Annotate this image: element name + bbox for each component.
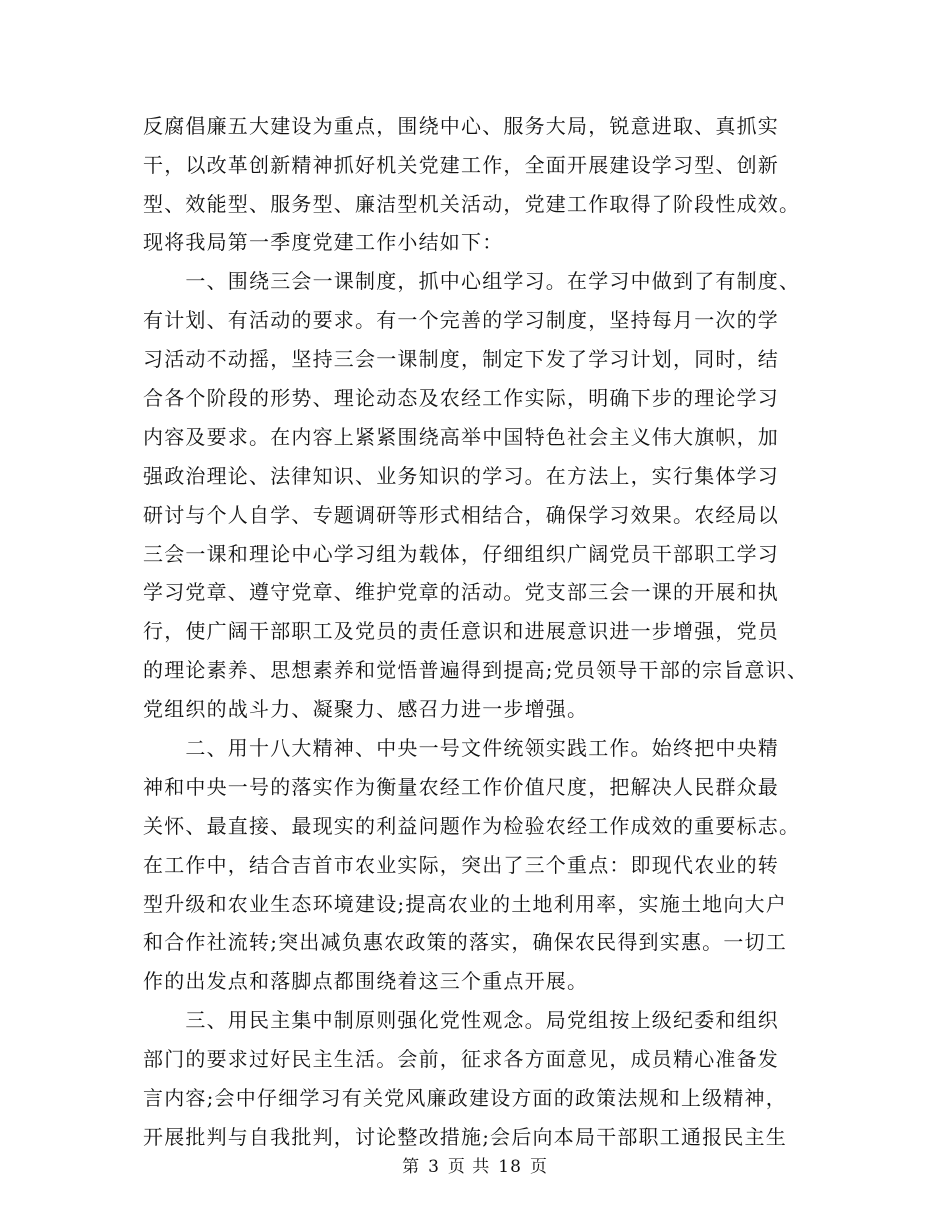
text-line: 党组织的战斗力、凝聚力、感召力进一步增强。 <box>143 697 589 721</box>
footer-total-pages: 18 <box>498 1157 522 1177</box>
text-line: 的理论素养、思想素养和觉悟普遍得到提高;党员领导干部的宗旨意识、 <box>143 658 809 682</box>
text-line: 合各个阶段的形势、理论动态及农经工作实际，明确下步的理论学习 <box>143 386 779 410</box>
text-line: 三、用民主集中制原则强化党性观念。局党组按上级纪委和组织 <box>143 1008 779 1032</box>
text-line: 现将我局第一季度党建工作小结如下： <box>143 230 504 254</box>
text-line: 有计划、有活动的要求。有一个完善的学习制度，坚持每月一次的学 <box>143 308 779 332</box>
footer-middle: 页 共 <box>447 1157 491 1177</box>
text-line: 神和中央一号的落实作为衡量农经工作价值尺度，把解决人民群众最 <box>143 775 779 799</box>
footer-page-number: 3 <box>428 1157 440 1177</box>
text-line: 作的出发点和落脚点都围绕着这三个重点开展。 <box>143 969 589 993</box>
text-line: 三会一课和理论中心学习组为载体，仔细组织广阔党员干部职工学习 <box>143 542 779 566</box>
text-line: 开展批判与自我批判，讨论整改措施;会后向本局干部职工通报民主生 <box>143 1125 787 1149</box>
text-line: 言内容;会中仔细学习有关党风廉政建设方面的政策法规和上级精神， <box>143 1086 787 1110</box>
text-line: 部门的要求过好民主生活。会前，征求各方面意见，成员精心准备发 <box>143 1047 779 1071</box>
footer-suffix: 页 <box>529 1157 548 1177</box>
text-line: 一、围绕三会一课制度，抓中心组学习。在学习中做到了有制度、 <box>143 269 801 293</box>
text-line: 关怀、最直接、最现实的利益问题作为检验农经工作成效的重要标志。 <box>143 814 801 838</box>
footer-prefix: 第 <box>402 1157 421 1177</box>
text-line: 型、效能型、服务型、廉洁型机关活动，党建工作取得了阶段性成效。 <box>143 192 801 216</box>
text-line: 内容及要求。在内容上紧紧围绕高举中国特色社会主义伟大旗帜，加 <box>143 425 779 449</box>
text-line: 反腐倡廉五大建设为重点，围绕中心、服务大局，锐意进取、真抓实 <box>143 114 779 138</box>
text-line: 在工作中，结合吉首市农业实际，突出了三个重点：即现代农业的转 <box>143 853 779 877</box>
text-line: 学习党章、遵守党章、维护党章的活动。党支部三会一课的开展和执 <box>143 580 779 604</box>
text-line: 二、用十八大精神、中央一号文件统领实践工作。始终把中央精 <box>143 736 779 760</box>
text-line: 行，使广阔干部职工及党员的责任意识和进展意识进一步增强，党员 <box>143 619 779 643</box>
text-line: 习活动不动摇，坚持三会一课制度，制定下发了学习计划，同时，结 <box>143 347 779 371</box>
text-line: 研讨与个人自学、专题调研等形式相结合，确保学习效果。农经局以 <box>143 503 779 527</box>
text-line: 型升级和农业生态环境建设;提高农业的土地利用率，实施土地向大户 <box>143 892 787 916</box>
page-footer <box>0 1152 950 1177</box>
text-line: 和合作社流转;突出减负惠农政策的落实，确保农民得到实惠。一切工 <box>143 930 787 954</box>
text-line: 干，以改革创新精神抓好机关党建工作，全面开展建设学习型、创新 <box>143 153 779 177</box>
text-line: 强政治理论、法律知识、业务知识的学习。在方法上，实行集体学习 <box>143 464 779 488</box>
